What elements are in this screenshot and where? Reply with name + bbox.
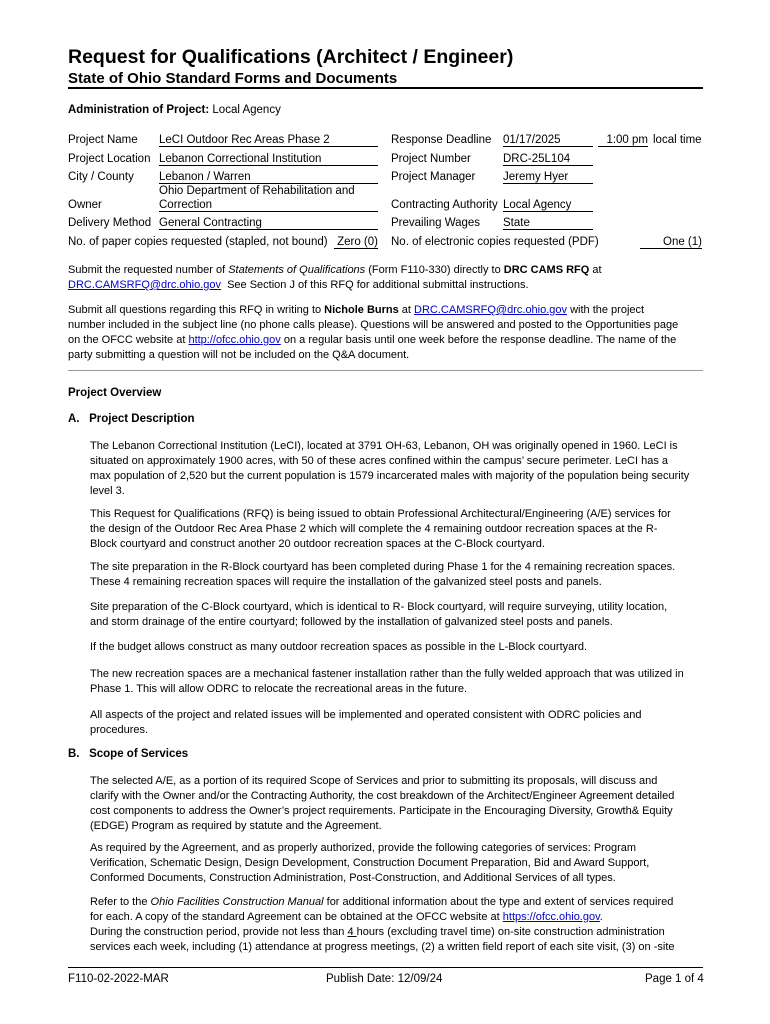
electronic-copies-label: No. of electronic copies requested (PDF) <box>391 236 599 248</box>
city-county-value: Lebanon / Warren <box>159 171 378 184</box>
scope-paragraph-2: As required by the Agreement, and as properly authorized, provide the following categories of services: Program Verification, Schematic Design, Design Development, Construction Document Preparation, Bid and Award Support, Conformed Documents, Construction Administration, Post-Construction, and Additional Services of all types. <box>90 842 650 884</box>
prevailing-wages-label: Prevailing Wages <box>391 217 481 229</box>
response-deadline-time: 1:00 pm <box>598 134 648 147</box>
document-subtitle: State of Ohio Standard Forms and Documents <box>68 70 398 87</box>
description-paragraph-4: Site preparation of the C-Block courtyard, which is identical to R- Block courtyard, will require surveying, utility location, and storm drainage of the entire courtyard; followed by the installation of galvanized steel posts and panels. <box>90 601 668 628</box>
administration-label: Administration of Project: <box>68 104 210 116</box>
prevailing-wages-value: State <box>503 217 593 230</box>
description-paragraph-7: All aspects of the project and related issues will be implemented and operated consistent with ODRC policies and procedures. <box>90 709 642 736</box>
local-time-label: local time <box>653 134 702 146</box>
submit-email-link[interactable]: DRC.CAMSRFQ@drc.ohio.gov <box>68 279 221 291</box>
description-paragraph-3: The site preparation in the R-Block courtyard has been completed during Phase 1 for the 4 remaining recreation spaces. These 4 remaining recreation spaces will require the installation of the galvanized steel posts and panels. <box>90 561 676 588</box>
paper-copies-value: Zero (0) <box>334 236 378 249</box>
questions-instructions: Submit all questions regarding this RFQ in writing to Nichole Burns at DRC.CAMSRFQ@drc.ohio.gov with the project number included in the subject line (no phone calls please). Questions will be answered and posted to the Opportunities page on the OFCC website at http://ofcc.ohio.gov on a regular basis until one week before the response deadline. The name of the party submitting a question will not be included on the Q&A document. <box>68 304 679 361</box>
owner-value-line1: Ohio Department of Rehabilitation and <box>159 185 355 197</box>
project-location-value: Lebanon Correctional Institution <box>159 153 378 166</box>
owner-value-line2: Correction <box>159 199 378 212</box>
administration-value: Local Agency <box>212 104 281 116</box>
project-description-heading: A. Project Description <box>68 413 195 425</box>
city-county-label: City / County <box>68 171 134 183</box>
electronic-copies-value: One (1) <box>640 236 702 249</box>
questions-email-link[interactable]: DRC.CAMSRFQ@drc.ohio.gov <box>414 304 568 316</box>
description-paragraph-1: The Lebanon Correctional Institution (LeCI), located at 3791 OH-63, Lebanon, OH was originally opened in 1960. LeCI is situated on approximately 1900 acres, with 50 of these acres confined within the campus’ secure perimeter. LeCI has a max population of 2,520 but the current population is 1579 incarcerated males with majority of the population being security level 3. <box>90 440 690 497</box>
description-paragraph-6: The new recreation spaces are a mechanical fastener installation rather than the fully welded approach that was utilized in Phase 1. This will allow ODRC to relocate the recreational areas in the future. <box>90 668 684 695</box>
project-overview-heading: Project Overview <box>68 387 162 399</box>
delivery-method-label: Delivery Method <box>68 217 152 229</box>
delivery-method-value: General Contracting <box>159 217 378 230</box>
footer-rule <box>68 967 703 968</box>
paper-copies-label: No. of paper copies requested (stapled, not bound) <box>68 236 328 248</box>
ofcc-website-link[interactable]: http://ofcc.ohio.gov <box>188 334 281 346</box>
header-rule <box>68 87 703 89</box>
response-deadline-date: 01/17/2025 <box>503 134 593 147</box>
contracting-authority-label: Contracting Authority <box>391 199 498 211</box>
footer-publish-date: Publish Date: 12/09/24 <box>326 973 443 985</box>
document-title: Request for Qualifications (Architect / Engineer) <box>68 46 514 68</box>
footer-page-number: Page 1 of 4 <box>645 973 704 985</box>
submit-instructions: Submit the requested number of Statements of Qualifications (Form F110-330) directly to DRC CAMS RFQ at DRC.CAMSRFQ@drc.ohio.gov See Section J of this RFQ for additional submittal instructions. <box>68 264 602 291</box>
administration-row <box>68 104 281 116</box>
description-paragraph-2: This Request for Qualifications (RFQ) is being issued to obtain Professional Architectural/Engineering (A/E) services for the design of the Outdoor Rec Area Phase 2 which will complete the 4 remaining outdoor recreation spaces at the R- Block courtyard and construct another 20 outdoor recreation spaces at the C-Block courtyard. <box>90 508 671 550</box>
section-divider <box>68 370 703 371</box>
project-number-value: DRC-25L104 <box>503 153 593 166</box>
project-manager-value: Jeremy Hyer <box>503 171 593 184</box>
project-name-value: LeCI Outdoor Rec Areas Phase 2 <box>159 134 378 147</box>
scope-paragraph-3: Refer to the Ohio Facilities Construction Manual for additional information about the type and extent of services required for each. A copy of the standard Agreement can be obtained at the OFCC website at https://ofcc.ohio.gov. During the construction period, provide not less than 4 hours (excluding travel time) on-site construction administration services each week, including (1) attendance at progress meetings, (2) a written field report of each site visit, (3) on -site <box>90 896 675 953</box>
scope-paragraph-1: The selected A/E, as a portion of its required Scope of Services and prior to submitting its proposals, will discuss and clarify with the Owner and/or the Contracting Authority, the cost breakdown of the Architect/Engineer Agreement detailed cost components to address the Owner’s project requirements. Participate in the Encouraging Diversity, Growth& Equity (EDGE) Program as required by statute and the Agreement. <box>90 775 675 832</box>
project-number-label: Project Number <box>391 153 471 165</box>
project-location-label: Project Location <box>68 153 151 165</box>
project-name-label: Project Name <box>68 134 138 146</box>
contracting-authority-value: Local Agency <box>503 199 593 212</box>
footer-form-id: F110-02-2022-MAR <box>68 973 169 985</box>
project-manager-label: Project Manager <box>391 171 476 183</box>
scope-of-services-heading: B. Scope of Services <box>68 748 189 760</box>
ofcc-agreement-link[interactable]: https://ofcc.ohio.gov <box>502 911 600 923</box>
response-deadline-label: Response Deadline <box>391 134 492 146</box>
description-paragraph-5: If the budget allows construct as many outdoor recreation spaces as possible in the L-Block courtyard. <box>90 641 588 653</box>
owner-label: Owner <box>68 199 102 211</box>
